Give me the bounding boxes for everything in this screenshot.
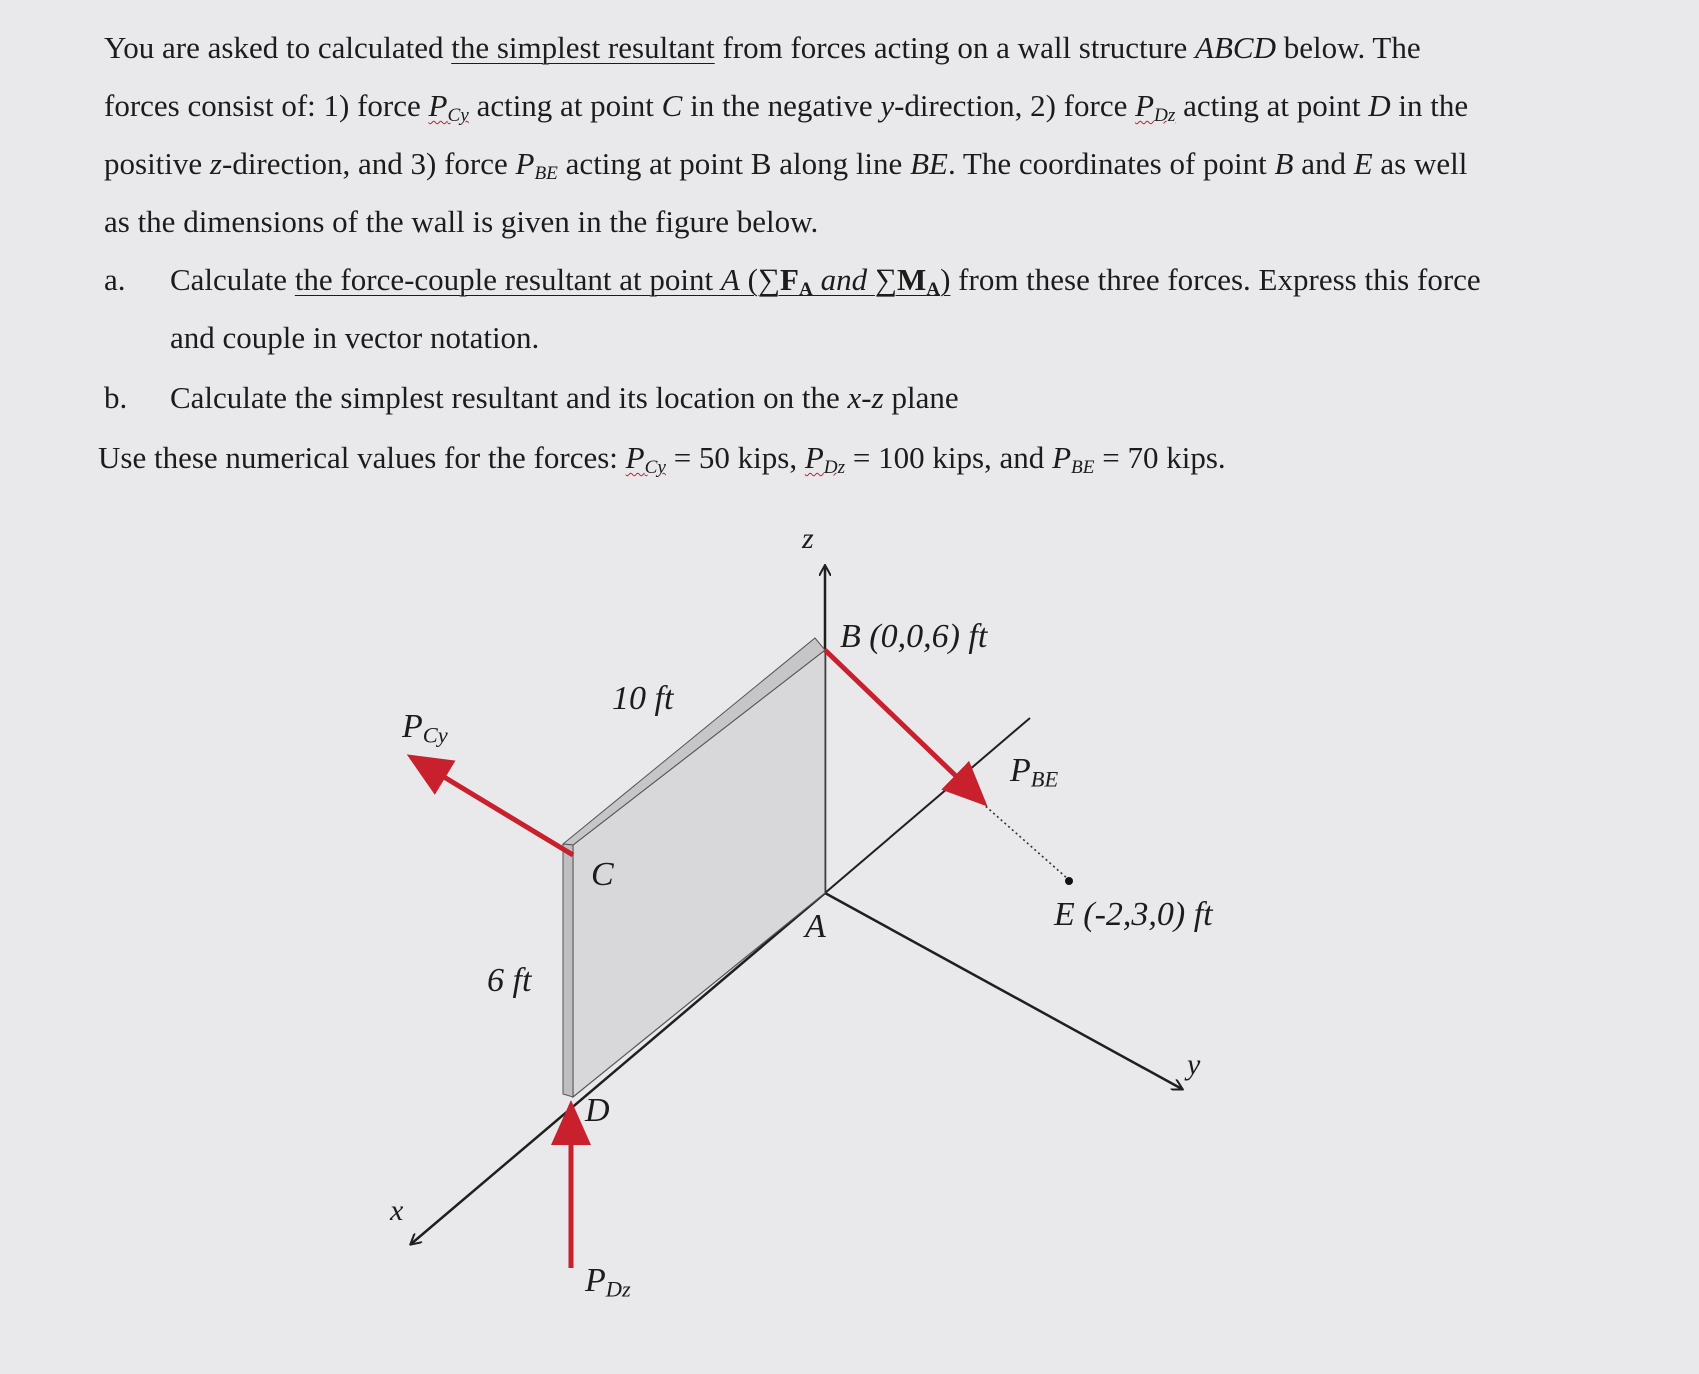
- point-e-label: E (-2,3,0) ft: [1054, 896, 1213, 933]
- text-span: as well: [1372, 146, 1468, 181]
- text-span: from these three forces. Express this force: [950, 262, 1481, 297]
- point-d-label: D: [585, 1092, 610, 1129]
- problem-line-4: as the dimensions of the wall is given in the figure below.: [104, 204, 819, 239]
- force-arrow-pcy: [411, 757, 573, 855]
- text-span: forces consist of: 1) force: [104, 88, 429, 123]
- point-a-label: A: [805, 908, 826, 945]
- point-symbol: C: [661, 88, 683, 123]
- point-c-label: C: [591, 856, 614, 893]
- force-symbol-pdz: $P_{Dz}$: [804, 440, 846, 478]
- wall-height-dimension: 6 ft: [487, 962, 532, 999]
- x-axis-label: x: [390, 1194, 404, 1227]
- point-symbol: E: [1353, 146, 1373, 181]
- text-span: Use these numerical values for the forces:: [98, 440, 626, 475]
- text-span: below. The: [1275, 30, 1421, 65]
- force-symbol-pbe: $P_{BE}$: [515, 146, 558, 184]
- point-e-dot: [1065, 877, 1073, 885]
- question-a-continued: and couple in vector notation.: [170, 320, 540, 355]
- point-symbol: B: [1274, 146, 1294, 181]
- text-span: acting at point: [468, 88, 662, 123]
- z-axis-label: z: [802, 522, 814, 555]
- force-symbol-pcy: $P_{Cy}$: [428, 88, 469, 126]
- wall-side-edge: [563, 844, 573, 1097]
- text-span: in the negative: [682, 88, 881, 123]
- force-arrow-pbe: [825, 650, 984, 803]
- force-label-pdz: $P_{Dz}$: [585, 1262, 631, 1302]
- force-symbol-pbe: $P_{BE}$: [1052, 440, 1095, 478]
- text-span: acting at point B along line: [557, 146, 911, 181]
- text-span: -direction, and 3) force: [222, 146, 516, 181]
- force-symbol-pcy: $P_{Cy}$: [625, 440, 666, 478]
- force-value: = 50 kips,: [665, 440, 805, 475]
- text-span: acting at point: [1175, 88, 1369, 123]
- text-span: Calculate the simplest resultant and its location on the: [170, 380, 848, 415]
- force-label-pcy: $P_{Cy}$: [402, 708, 448, 748]
- y-axis-label: y: [1187, 1048, 1201, 1081]
- text-span: and: [1293, 146, 1354, 181]
- force-label-pbe: $P_{BE}$: [1010, 752, 1059, 792]
- force-value: = 100 kips, and: [845, 440, 1053, 475]
- point-b-label: B (0,0,6) ft: [840, 618, 988, 655]
- text-span: . The coordinates of point: [947, 146, 1275, 181]
- axis-symbol: y: [880, 88, 895, 123]
- plane-symbol: x-z: [847, 380, 884, 415]
- text-span: Calculate: [170, 262, 295, 297]
- text-span: -direction, 2) force: [894, 88, 1136, 123]
- wall-width-dimension: 10 ft: [612, 680, 674, 717]
- force-value: = 70 kips.: [1094, 440, 1226, 475]
- list-marker: a.: [104, 262, 126, 297]
- line-symbol: BE: [910, 146, 948, 181]
- underlined-phrase: the force-couple resultant at point A ($\sum F_A$ and $\sum M_A$): [294, 262, 951, 300]
- axis-symbol: z: [209, 146, 222, 181]
- be-dotted-line: [982, 803, 1068, 879]
- text-span: plane: [883, 380, 959, 415]
- negative-x-axis: [825, 718, 1030, 893]
- text-span: You are asked to calculated: [104, 30, 452, 65]
- point-symbol: D: [1368, 88, 1391, 123]
- list-marker: b.: [104, 380, 128, 415]
- text-span: in the: [1390, 88, 1469, 123]
- underlined-phrase: the simplest resultant: [451, 30, 715, 65]
- force-symbol-pdz: $P_{Dz}$: [1135, 88, 1176, 126]
- text-span: positive: [104, 146, 210, 181]
- structure-name: ABCD: [1195, 30, 1276, 65]
- text-span: from forces acting on a wall structure: [714, 30, 1196, 65]
